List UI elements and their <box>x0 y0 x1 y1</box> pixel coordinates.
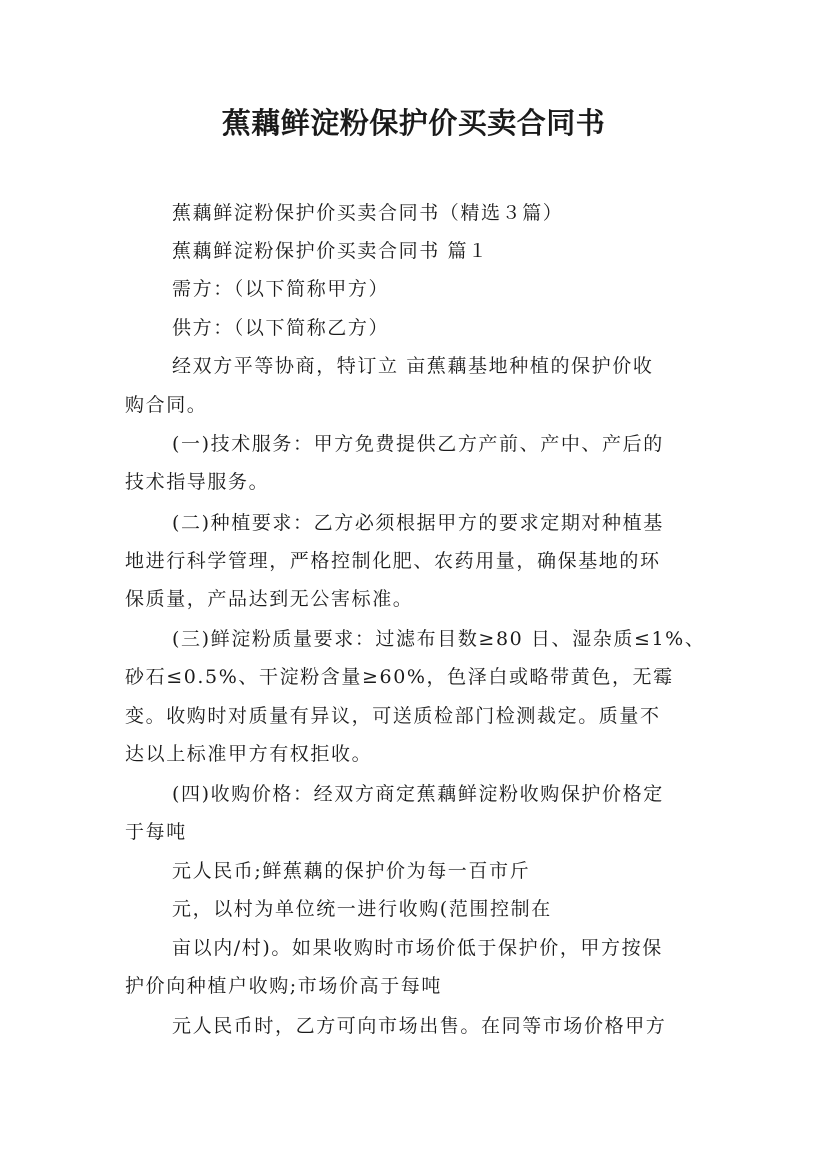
paragraph-line: (三)鲜淀粉质量要求：过滤布目数≥80 日、湿杂质≤1%、 <box>172 628 706 650</box>
paragraph-line: 元人民币时，乙方可向市场出售。在同等市场价格甲方 <box>172 1015 667 1037</box>
paragraph-line: 变。收购时对质量有异议，可送质检部门检测裁定。质量不 <box>125 705 661 727</box>
paragraph-line: 元人民币;鲜蕉藕的保护价为每一百市斤 <box>172 860 531 882</box>
paragraph-line: (二)种植要求：乙方必须根据甲方的要求定期对种植基 <box>172 512 664 534</box>
paragraph-line: 保质量，产品达到无公害标准。 <box>125 588 414 610</box>
paragraph-line: 于每吨 <box>125 821 187 843</box>
paragraph-line: 经双方平等协商，特订立 亩蕉藕基地种植的保护价收 <box>172 355 654 377</box>
paragraph-line: (四)收购价格：经双方商定蕉藕鲜淀粉收购保护价格定 <box>172 783 664 805</box>
paragraph-line: 元，以村为单位统一进行收购(范围控制在 <box>172 898 552 920</box>
paragraph-line: (一)技术服务：甲方免费提供乙方产前、产中、产后的 <box>172 433 664 455</box>
paragraph-line: 技术指导服务。 <box>125 471 270 493</box>
seller-party-line: 供方：（以下简称乙方） <box>172 317 390 339</box>
paragraph-line: 达以上标准甲方有权拒收。 <box>125 743 373 765</box>
buyer-party-line: 需方：（以下简称甲方） <box>172 278 390 300</box>
paragraph-line: 亩以内/村)。如果收购时市场价低于保护价，甲方按保 <box>172 937 663 959</box>
subtitle-line: 蕉藕鲜淀粉保护价买卖合同书（精选３篇） <box>172 202 564 224</box>
paragraph-line: 购合同。 <box>125 394 208 416</box>
paragraph-line: 护价向种植户收购;市场价高于每吨 <box>125 975 443 997</box>
paragraph-line: 地进行科学管理，严格控制化肥、农药用量，确保基地的环 <box>125 550 661 572</box>
section-heading: 蕉藕鲜淀粉保护价买卖合同书 篇１ <box>172 240 489 262</box>
document-title: 蕉藕鲜淀粉保护价买卖合同书 <box>221 106 606 140</box>
paragraph-line: 砂石≤0.5%、干淀粉含量≥60%，色泽白或略带黄色，无霉 <box>125 666 674 688</box>
